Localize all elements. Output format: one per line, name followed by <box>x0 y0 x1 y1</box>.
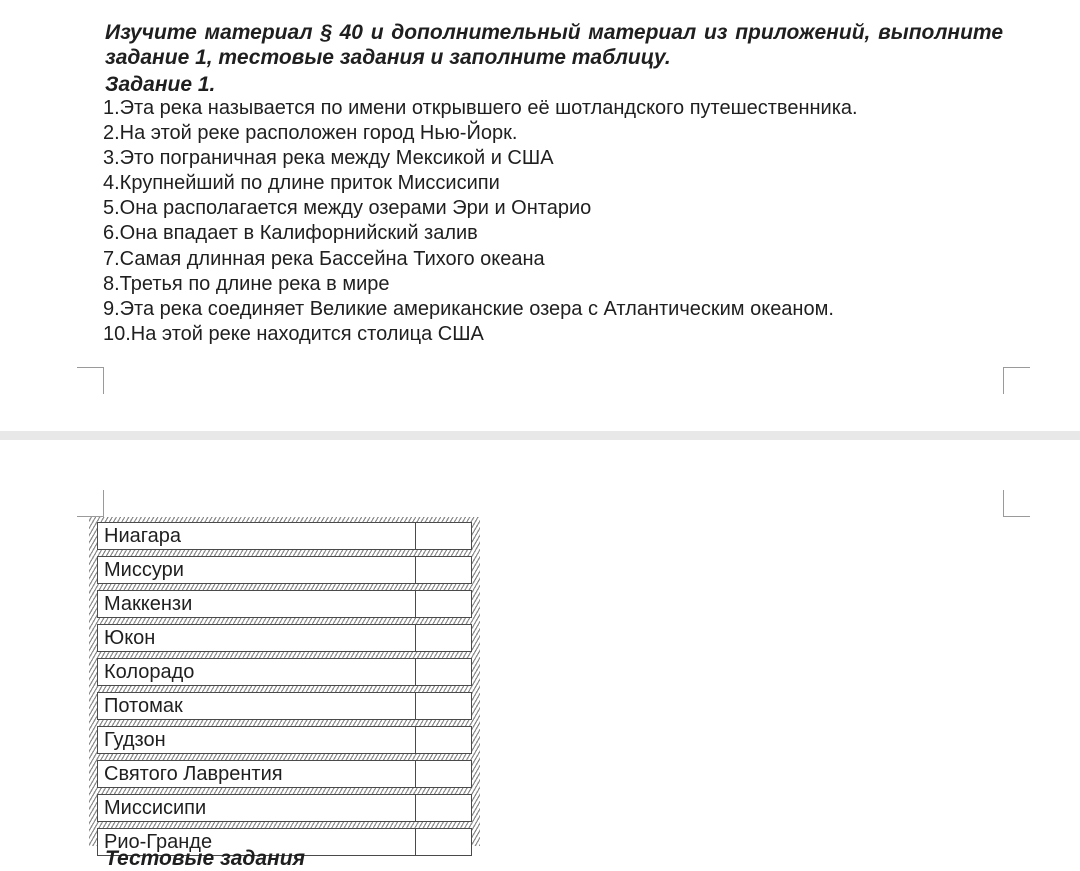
answer-cell[interactable] <box>415 794 472 822</box>
question-item: 10.На этой реке находится столица США <box>103 322 484 345</box>
question-item: 2.На этой реке расположен город Нью-Йорк. <box>103 122 518 145</box>
river-name-cell[interactable]: Колорадо <box>97 658 415 686</box>
page-margin-corner-bottom-left <box>77 367 104 394</box>
question-item: 4.Крупнейший по длине приток Миссисипи <box>103 172 500 195</box>
answer-cell[interactable] <box>415 658 472 686</box>
question-item: 8.Третья по длине река в мире <box>103 272 390 295</box>
river-name-cell[interactable]: Юкон <box>97 624 415 652</box>
question-item: 5.Она располагается между озерами Эри и Онтарио <box>103 197 592 220</box>
answer-cell[interactable] <box>415 692 472 720</box>
table-row <box>97 692 472 720</box>
answer-cell[interactable] <box>415 522 472 550</box>
table-row <box>97 794 472 822</box>
question-item: 1.Эта река называется по имени открывшего её шотландского путешественника. <box>103 97 858 119</box>
table-row <box>97 760 472 788</box>
answer-cell[interactable] <box>415 828 472 856</box>
page-margin-corner-top-right <box>1003 490 1030 517</box>
page-separator <box>0 431 1080 440</box>
question-list <box>103 96 858 347</box>
table-row <box>97 624 472 652</box>
river-name-cell[interactable]: Миссури <box>97 556 415 584</box>
answer-cell[interactable] <box>415 590 472 618</box>
page-margin-corner-top-left <box>77 490 104 517</box>
document-page-1 <box>0 0 1080 430</box>
river-name-cell[interactable]: Миссисипи <box>97 794 415 822</box>
answer-cell[interactable] <box>415 556 472 584</box>
rivers-table-selection[interactable] <box>89 517 480 853</box>
river-name-cell[interactable]: Гудзон <box>97 726 415 754</box>
table-row <box>97 556 472 584</box>
question-item: 3.Это пограничная река между Мексикой и США <box>103 147 554 170</box>
river-name-cell[interactable]: Потомак <box>97 692 415 720</box>
rivers-table <box>97 516 472 862</box>
river-name-cell[interactable]: Святого Лаврентия <box>97 760 415 788</box>
table-row <box>97 658 472 686</box>
river-name-cell[interactable]: Рио-Гранде <box>97 828 415 856</box>
river-name-cell[interactable]: Ниагара <box>97 522 415 550</box>
answer-cell[interactable] <box>415 624 472 652</box>
next-section-heading: Тестовые задания <box>105 847 305 870</box>
answer-cell[interactable] <box>415 760 472 788</box>
question-item: 6.Она впадает в Калифорнийский залив <box>103 222 478 245</box>
table-row <box>97 590 472 618</box>
page-margin-corner-bottom-right <box>1003 367 1030 394</box>
assignment-heading: Изучите материал § 40 и дополнительный материал из приложений, выполните задание 1, тестовые задания и заполните таблицу. <box>105 21 1003 69</box>
task-title: Задание 1. <box>105 73 216 96</box>
table-row <box>97 522 472 550</box>
river-name-cell[interactable]: Маккензи <box>97 590 415 618</box>
answer-cell[interactable] <box>415 726 472 754</box>
table-row <box>97 726 472 754</box>
question-item: 7.Самая длинная река Бассейна Тихого океана <box>103 247 545 270</box>
question-item: 9.Эта река соединяет Великие американские озера с Атлантическим океаном. <box>103 297 834 320</box>
